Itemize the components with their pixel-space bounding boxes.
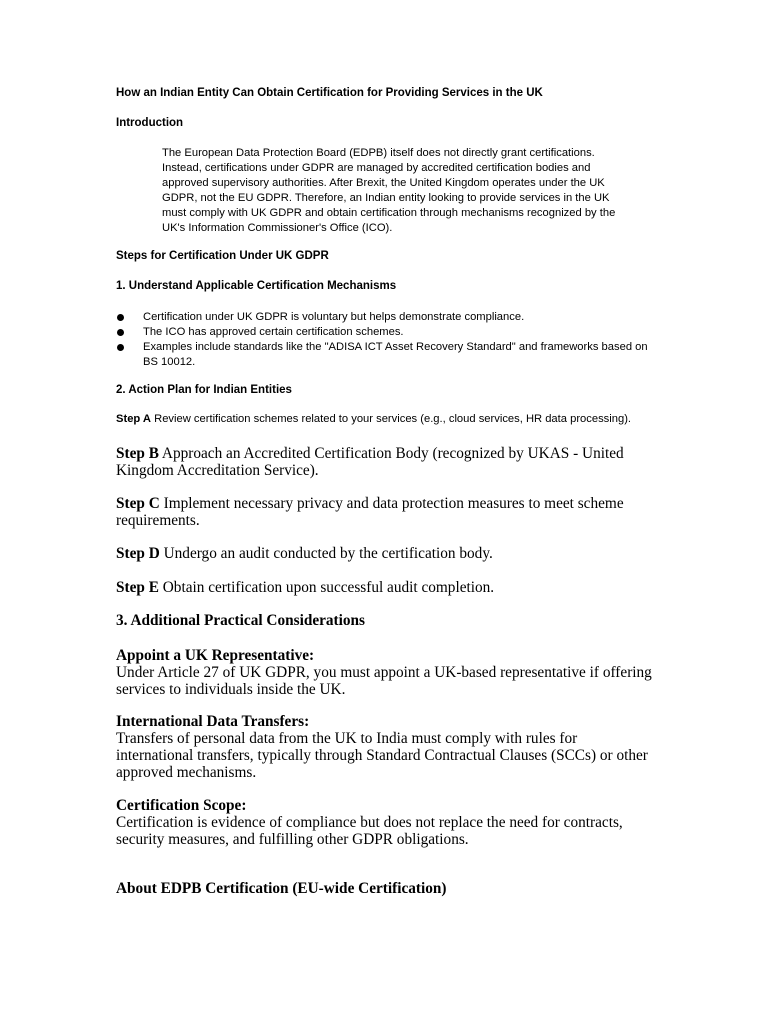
steps-heading: Steps for Certification Under UK GDPR — [116, 250, 329, 262]
step-d-text: Undergo an audit conducted by the certification body. — [159, 545, 493, 562]
step-b-paragraph — [116, 445, 656, 479]
about-edpb-heading: About EDPB Certification (EU-wide Certification) — [116, 880, 447, 897]
step-c-paragraph — [116, 495, 656, 529]
introduction-line: approved supervisory authorities. After Brexit, the United Kingdom operates under the UK — [162, 177, 605, 189]
data-transfers-block — [116, 713, 656, 781]
step-b-label: Step B — [116, 445, 159, 462]
introduction-paragraph — [162, 146, 652, 236]
document-title: How an Indian Entity Can Obtain Certification for Providing Services in the UK — [116, 87, 543, 99]
section-2-heading: 2. Action Plan for Indian Entities — [116, 384, 292, 396]
bullet-text: The ICO has approved certain certification schemes. — [143, 326, 404, 338]
list-item — [116, 310, 661, 325]
certification-scope-text: Certification is evidence of compliance but does not replace the need for contracts, security measures, and fulfilling other GDPR obligations. — [116, 814, 623, 848]
bullet-icon — [117, 344, 124, 351]
certification-scope-heading: Certification Scope: — [116, 797, 247, 814]
uk-representative-heading: Appoint a UK Representative: — [116, 647, 315, 664]
bullet-icon — [117, 314, 124, 321]
bullet-icon — [117, 329, 124, 336]
step-c-text: Implement necessary privacy and data protection measures to meet scheme requirements. — [116, 495, 624, 529]
list-item — [116, 325, 661, 340]
introduction-heading: Introduction — [116, 117, 184, 129]
bullet-text: Examples include standards like the "ADISA ICT Asset Recovery Standard" and frameworks based on BS 10012. — [143, 341, 648, 368]
uk-representative-block — [116, 647, 656, 698]
list-item — [116, 340, 661, 370]
introduction-line: must comply with UK GDPR and obtain certification through mechanisms recognized by the — [162, 207, 616, 219]
introduction-line: Instead, certifications under GDPR are managed by accredited certification bodies and — [162, 162, 591, 174]
step-e-text: Obtain certification upon successful audit completion. — [158, 579, 495, 596]
step-e-label: Step E — [116, 579, 159, 596]
introduction-line: UK's Information Commissioner's Office (ICO). — [162, 222, 393, 234]
step-d-label: Step D — [116, 545, 160, 562]
step-a-label: Step A — [116, 413, 152, 425]
introduction-line: The European Data Protection Board (EDPB) itself does not directly grant certifications. — [162, 147, 595, 159]
step-d-paragraph — [116, 545, 656, 562]
step-a-text: Review certification schemes related to your services (e.g., cloud services, HR data processing). — [151, 413, 632, 425]
step-a-paragraph — [116, 413, 631, 425]
data-transfers-heading: International Data Transfers: — [116, 713, 310, 730]
step-b-text: Approach an Accredited Certification Body (recognized by UKAS - United Kingdom Accreditation Service). — [116, 445, 624, 479]
introduction-line: GDPR, not the EU GDPR. Therefore, an Indian entity looking to provide services in the UK — [162, 192, 610, 204]
bullet-text: Certification under UK GDPR is voluntary but helps demonstrate compliance. — [143, 311, 525, 323]
section-3-heading: 3. Additional Practical Considerations — [116, 612, 366, 629]
section-1-heading: 1. Understand Applicable Certification Mechanisms — [116, 280, 397, 292]
data-transfers-text: Transfers of personal data from the UK to India must comply with rules for international transfers, typically through Standard Contractual Clauses (SCCs) or other approved mechanisms. — [116, 730, 648, 781]
step-c-label: Step C — [116, 495, 160, 512]
mechanisms-bullet-list — [116, 310, 661, 370]
step-e-paragraph — [116, 579, 656, 596]
certification-scope-block — [116, 797, 656, 848]
uk-representative-text: Under Article 27 of UK GDPR, you must appoint a UK-based representative if offering services to individuals inside the UK. — [116, 664, 652, 698]
